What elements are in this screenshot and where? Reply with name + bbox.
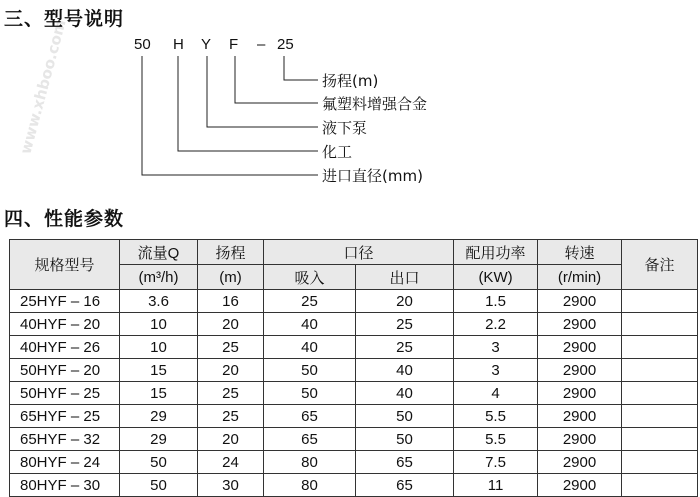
table-row: [10, 474, 698, 497]
cell-power: 3: [454, 359, 538, 382]
cell-speed: 2900: [538, 428, 622, 451]
label-head: 扬程(m): [322, 72, 379, 90]
cell-outlet: 25: [356, 313, 454, 336]
cell-remark: [622, 428, 698, 451]
cell-inlet: 50: [264, 359, 356, 382]
line-pump: [207, 56, 318, 127]
cell-outlet: 50: [356, 428, 454, 451]
label-inlet-diameter: 进口直径(mm): [322, 167, 423, 185]
table-row: [10, 359, 698, 382]
cell-model: 25HYF – 16: [10, 290, 120, 313]
cell-speed: 2900: [538, 382, 622, 405]
cell-power: 2.2: [454, 313, 538, 336]
cell-outlet: 65: [356, 474, 454, 497]
cell-inlet: 80: [264, 451, 356, 474]
cell-remark: [622, 382, 698, 405]
cell-speed: 2900: [538, 336, 622, 359]
cell-remark: [622, 359, 698, 382]
label-chemical: 化工: [322, 143, 353, 161]
cell-model: 40HYF – 26: [10, 336, 120, 359]
header-caliber: 口径: [264, 240, 454, 265]
table-row: [10, 313, 698, 336]
cell-head: 25: [198, 336, 264, 359]
cell-model: 50HYF – 25: [10, 382, 120, 405]
cell-model: 65HYF – 25: [10, 405, 120, 428]
cell-remark: [622, 336, 698, 359]
header-head-unit: (m): [198, 265, 264, 290]
cell-flow: 29: [120, 405, 198, 428]
cell-flow: 50: [120, 451, 198, 474]
table-row: [10, 382, 698, 405]
cell-outlet: 40: [356, 359, 454, 382]
cell-outlet: 20: [356, 290, 454, 313]
cell-inlet: 80: [264, 474, 356, 497]
cell-remark: [622, 290, 698, 313]
code-caliber: 50: [134, 36, 151, 53]
cell-outlet: 25: [356, 336, 454, 359]
header-flow-unit: (m³/h): [120, 265, 198, 290]
code-y: Y: [201, 36, 212, 53]
label-material: 氟塑料增强合金: [322, 95, 428, 113]
code-f: F: [229, 36, 239, 53]
cell-speed: 2900: [538, 474, 622, 497]
table-row: [10, 405, 698, 428]
cell-model: 80HYF – 30: [10, 474, 120, 497]
cell-remark: [622, 451, 698, 474]
header-flow: 流量Q: [120, 240, 198, 265]
cell-remark: [622, 474, 698, 497]
cell-power: 5.5: [454, 405, 538, 428]
code-head: 25: [277, 36, 294, 53]
cell-power: 7.5: [454, 451, 538, 474]
cell-outlet: 40: [356, 382, 454, 405]
line-head: [284, 56, 318, 80]
cell-flow: 10: [120, 336, 198, 359]
performance-table: [9, 239, 698, 497]
cell-inlet: 65: [264, 428, 356, 451]
cell-inlet: 50: [264, 382, 356, 405]
cell-speed: 2900: [538, 313, 622, 336]
cell-head: 20: [198, 313, 264, 336]
header-model: 规格型号: [10, 240, 120, 290]
header-remark: 备注: [622, 240, 698, 290]
line-inlet: [142, 56, 318, 175]
cell-speed: 2900: [538, 290, 622, 313]
table-body: [10, 290, 698, 497]
cell-inlet: 65: [264, 405, 356, 428]
cell-outlet: 65: [356, 451, 454, 474]
cell-inlet: 40: [264, 313, 356, 336]
cell-head: 16: [198, 290, 264, 313]
label-pump-type: 液下泵: [322, 119, 368, 137]
cell-outlet: 50: [356, 405, 454, 428]
cell-speed: 2900: [538, 359, 622, 382]
cell-head: 20: [198, 428, 264, 451]
cell-inlet: 40: [264, 336, 356, 359]
cell-speed: 2900: [538, 405, 622, 428]
cell-head: 24: [198, 451, 264, 474]
header-head: 扬程: [198, 240, 264, 265]
watermark-text: www.xhboo.com: [16, 17, 70, 157]
cell-head: 30: [198, 474, 264, 497]
code-h: H: [173, 36, 184, 53]
cell-flow: 10: [120, 313, 198, 336]
table-row: [10, 451, 698, 474]
cell-power: 1.5: [454, 290, 538, 313]
section4-title: 四、性能参数: [4, 208, 125, 230]
header-power: 配用功率: [454, 240, 538, 265]
cell-power: 5.5: [454, 428, 538, 451]
table-row: [10, 336, 698, 359]
cell-flow: 15: [120, 359, 198, 382]
cell-model: 50HYF – 20: [10, 359, 120, 382]
table-row: [10, 428, 698, 451]
cell-head: 20: [198, 359, 264, 382]
cell-model: 65HYF – 32: [10, 428, 120, 451]
cell-model: 40HYF – 20: [10, 313, 120, 336]
header-outlet: 出口: [356, 265, 454, 290]
cell-head: 25: [198, 405, 264, 428]
cell-model: 80HYF – 24: [10, 451, 120, 474]
code-dash: –: [257, 36, 266, 53]
cell-remark: [622, 405, 698, 428]
header-inlet: 吸入: [264, 265, 356, 290]
header-speed: 转速: [538, 240, 622, 265]
cell-flow: 29: [120, 428, 198, 451]
header-power-unit: (KW): [454, 265, 538, 290]
cell-flow: 3.6: [120, 290, 198, 313]
section3-title: 三、型号说明: [4, 8, 125, 30]
cell-power: 11: [454, 474, 538, 497]
cell-flow: 15: [120, 382, 198, 405]
cell-power: 3: [454, 336, 538, 359]
header-speed-unit: (r/min): [538, 265, 622, 290]
cell-power: 4: [454, 382, 538, 405]
cell-head: 25: [198, 382, 264, 405]
cell-speed: 2900: [538, 451, 622, 474]
table-row: [10, 290, 698, 313]
table-header-row: [10, 240, 698, 265]
cell-inlet: 25: [264, 290, 356, 313]
cell-remark: [622, 313, 698, 336]
cell-flow: 50: [120, 474, 198, 497]
